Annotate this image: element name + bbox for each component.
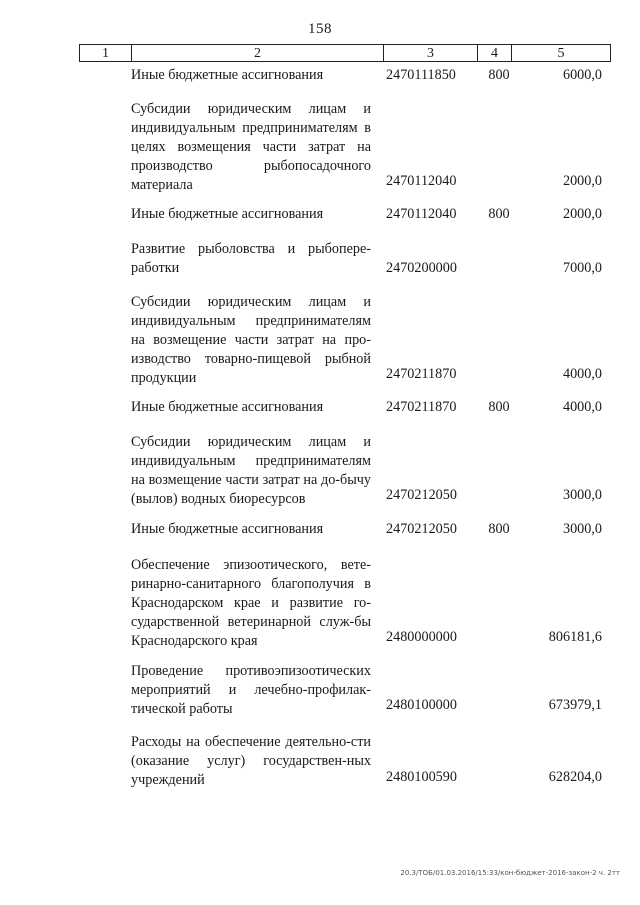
footer-stamp: 20.3/ТОБ/01.03.2016/15:33/кон-бюджет-2016-закон-2 ч. 2тт — [400, 869, 620, 877]
row-vr: 800 — [488, 521, 510, 537]
row-amount: 628204,0 — [548, 769, 602, 785]
row-code: 2480100000 — [386, 697, 457, 713]
row-amount: 673979,1 — [548, 697, 602, 713]
row-code: 2470211870 — [386, 399, 457, 415]
row-code: 2470112040 — [386, 206, 457, 222]
row-code: 2470112040 — [386, 173, 457, 189]
row-code: 2470211870 — [386, 366, 457, 382]
row-amount: 6000,0 — [562, 67, 602, 83]
header-col-2: 2 — [132, 45, 384, 61]
header-col-1: 1 — [80, 45, 132, 61]
row-amount: 3000,0 — [562, 521, 602, 537]
row-name: Обеспечение эпизоотического, вете-ринарно-санитарного благополучия в Краснодарском крае и развитие го-сударственной ветеринарной служ-бы Краснодарского края — [131, 557, 371, 649]
header-col-3: 3 — [384, 45, 478, 61]
table-header — [79, 44, 611, 62]
header-col-5: 5 — [557, 46, 565, 61]
page-number: 158 — [308, 21, 332, 37]
row-code: 2470212050 — [386, 521, 457, 537]
row-name: Иные бюджетные ассигнования — [131, 399, 324, 415]
row-amount: 7000,0 — [562, 260, 602, 276]
row-code: 2470212050 — [386, 487, 457, 503]
row-code: 2480000000 — [386, 629, 457, 645]
row-name: Иные бюджетные ассигнования — [131, 67, 324, 83]
row-vr: 800 — [488, 399, 510, 415]
row-name: Субсидии юридическим лицам и индивидуальным предпринимателям в целях возмещения части затрат на производство рыбопосадочного материала — [131, 101, 371, 193]
row-name: Иные бюджетные ассигнования — [131, 521, 324, 537]
row-amount: 2000,0 — [562, 206, 602, 222]
row-name: Субсидии юридическим лицам и индивидуальным предпринимателям на возмещение части затрат на до-бычу (вылов) водных биоресурсов — [131, 434, 371, 507]
row-name: Расходы на обеспечение деятельно-сти (оказание услуг) государствен-ных учреждений — [131, 734, 371, 788]
row-amount: 4000,0 — [562, 366, 602, 382]
row-vr: 800 — [488, 67, 510, 83]
header-col-4: 4 — [478, 45, 512, 61]
row-code: 2480100590 — [386, 769, 457, 785]
row-name: Развитие рыболовства и рыбопере-работки — [131, 241, 371, 276]
row-name: Проведение противоэпизоотических мероприятий и лечебно-профилак-тической работы — [131, 663, 371, 717]
row-amount: 4000,0 — [562, 399, 602, 415]
row-code: 2470111850 — [386, 67, 456, 83]
row-amount: 2000,0 — [562, 173, 602, 189]
row-amount: 806181,6 — [548, 629, 602, 645]
row-name: Субсидии юридическим лицам и индивидуальным предпринимателям на возмещение части затрат на про-изводство товарно-пищевой рыбной продукции — [131, 294, 371, 386]
row-vr: 800 — [488, 206, 510, 222]
row-code: 2470200000 — [386, 260, 457, 276]
row-name: Иные бюджетные ассигнования — [131, 206, 324, 222]
row-amount: 3000,0 — [562, 487, 602, 503]
